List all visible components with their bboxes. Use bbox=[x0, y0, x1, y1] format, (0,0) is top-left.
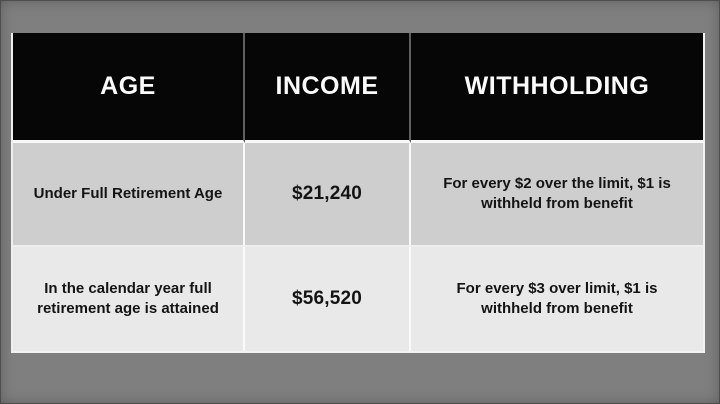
header-cell-age: AGE bbox=[13, 33, 245, 143]
header-cell-withholding: WITHHOLDING bbox=[411, 33, 703, 143]
cell-row2-income: $56,520 bbox=[245, 247, 411, 351]
cell-row1-withholding: For every $2 over the limit, $1 is withheld from benefit bbox=[411, 143, 703, 247]
retirement-earnings-table bbox=[11, 33, 705, 353]
header-cell-income: INCOME bbox=[245, 33, 411, 143]
cell-row2-age: In the calendar year full retirement age is attained bbox=[13, 247, 245, 351]
cell-row1-age: Under Full Retirement Age bbox=[13, 143, 245, 247]
cell-row1-income: $21,240 bbox=[245, 143, 411, 247]
cell-row2-withholding: For every $3 over limit, $1 is withheld from benefit bbox=[411, 247, 703, 351]
